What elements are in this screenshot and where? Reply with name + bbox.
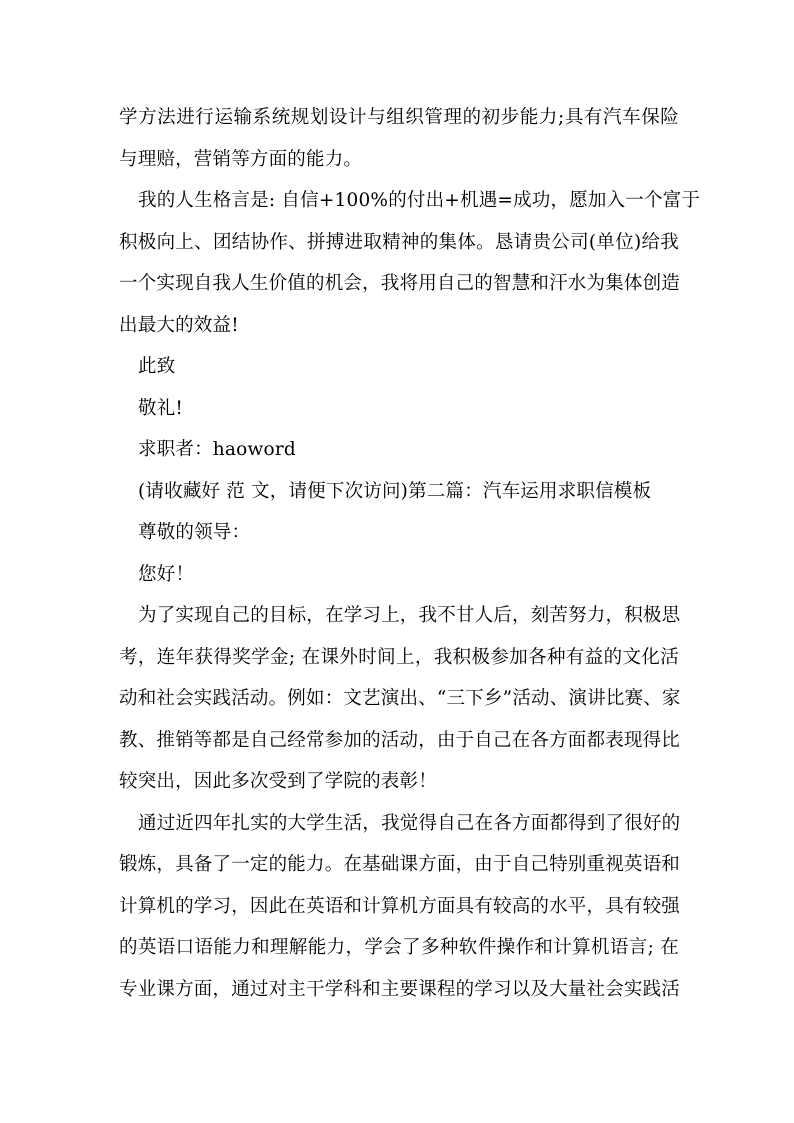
text-line: 计算机的学习，因此在英语和计算机方面具有较高的水平，具有较强 [119,896,681,917]
text-line: 较突出，因此多次受到了学院的表彰！ [119,771,437,792]
text-line: 教、推销等都是自己经常参加的活动，由于自己在各方面都表现得比 [119,730,681,751]
text-line: 学方法进行运输系统规划设计与组织管理的初步能力;具有汽车保险 [119,107,679,128]
text-line: 求职者：haoword [138,439,296,460]
text-line: 积极向上、团结协作、拼搏进取精神的集体。恳请贵公司(单位)给我 [119,232,679,253]
text-line: 一个实现自我人生价值的机会，我将用自己的智慧和汗水为集体创造 [119,273,681,294]
text-line: 您好！ [138,564,195,585]
text-line: 专业课方面，通过对主干学科和主要课程的学习以及大量社会实践活 [119,979,681,1000]
text-line: 尊敬的领导： [138,522,251,543]
text-line: 我的人生格言是: 自信+100%的付出+机遇=成功，愿加入一个富于 [138,190,701,211]
text-line: 敬礼! [138,398,184,419]
text-line: 的英语口语能力和理解能力，学会了多种软件操作和计算机语言; 在 [119,937,679,958]
text-line: (请收藏好 范 文，请便下次访问)第二篇：汽车运用求职信模板 [138,481,652,502]
text-line: 与理赔，营销等方面的能力。 [119,149,363,170]
text-line: 动和社会实践活动。例如：文艺演出、“三下乡”活动、演讲比赛、家 [119,688,681,709]
text-line: 考，连年获得奖学金; 在课外时间上，我积极参加各种有益的文化活 [119,647,679,668]
text-line: 锻炼，具备了一定的能力。在基础课方面，由于自己特别重视英语和 [119,854,681,875]
text-line: 为了实现自己的目标，在学习上，我不甘人后，刻苦努力，积极思 [138,605,681,626]
text-line: 通过近四年扎实的大学生活，我觉得自己在各方面都得到了很好的 [138,813,681,834]
text-line: 此致 [138,356,176,377]
text-line: 出最大的效益! [119,315,239,336]
